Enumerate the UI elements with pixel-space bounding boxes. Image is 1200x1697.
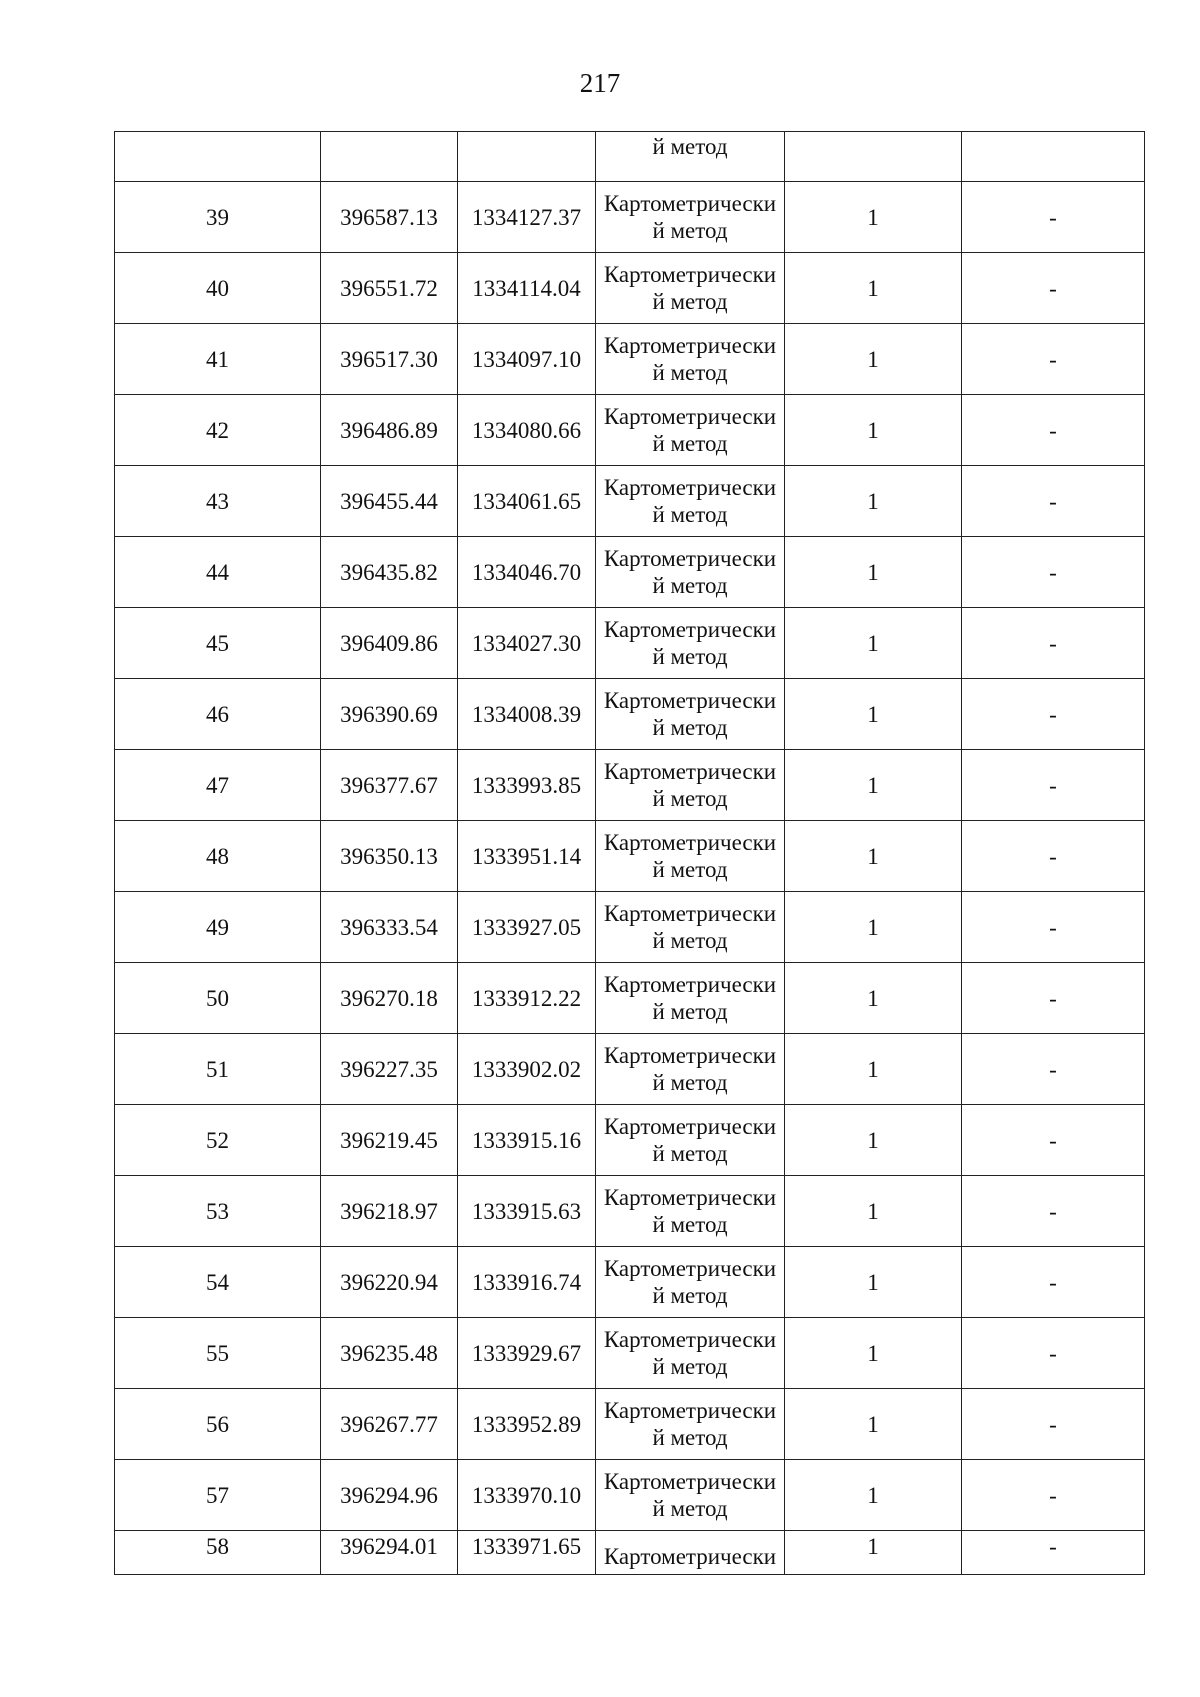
cell-x: 396409.86 bbox=[321, 608, 458, 679]
table-row bbox=[115, 324, 1145, 395]
table-row bbox=[115, 182, 1145, 253]
cell-x: 396219.45 bbox=[321, 1105, 458, 1176]
cell-method bbox=[596, 1247, 785, 1318]
cell-num: 58 bbox=[115, 1531, 321, 1575]
cell-y: 1334046.70 bbox=[458, 537, 596, 608]
cell-description: - bbox=[962, 963, 1145, 1034]
cell-num: 50 bbox=[115, 963, 321, 1034]
method-text: Картометрически й метод bbox=[603, 759, 777, 811]
cell-num: 53 bbox=[115, 1176, 321, 1247]
cell-x: 396350.13 bbox=[321, 821, 458, 892]
cell-accuracy: 1 bbox=[785, 679, 962, 750]
cell-y: 1334097.10 bbox=[458, 324, 596, 395]
cell-accuracy: 1 bbox=[785, 821, 962, 892]
cell-accuracy: 1 bbox=[785, 182, 962, 253]
cell-num: 45 bbox=[115, 608, 321, 679]
cell-num: 46 bbox=[115, 679, 321, 750]
cell-x: 396435.82 bbox=[321, 537, 458, 608]
cell-description: - bbox=[962, 1105, 1145, 1176]
method-text: Картометрически й метод bbox=[603, 1043, 777, 1095]
table-row bbox=[115, 1034, 1145, 1105]
cell-num: 47 bbox=[115, 750, 321, 821]
table-row bbox=[115, 395, 1145, 466]
cell-num: 40 bbox=[115, 253, 321, 324]
table-row bbox=[115, 821, 1145, 892]
cell-y: 1333916.74 bbox=[458, 1247, 596, 1318]
cell-x: 396294.96 bbox=[321, 1460, 458, 1531]
cell-description: - bbox=[962, 750, 1145, 821]
table-row bbox=[115, 253, 1145, 324]
cell-accuracy: 1 bbox=[785, 1318, 962, 1389]
table-row bbox=[115, 1247, 1145, 1318]
table-row bbox=[115, 892, 1145, 963]
cell-accuracy: 1 bbox=[785, 1531, 962, 1575]
cell-method bbox=[596, 821, 785, 892]
cell-accuracy: 1 bbox=[785, 892, 962, 963]
table-row bbox=[115, 466, 1145, 537]
table-row bbox=[115, 537, 1145, 608]
table-row bbox=[115, 608, 1145, 679]
method-text: Картометрически й метод bbox=[603, 1256, 777, 1308]
cell-x: 396377.67 bbox=[321, 750, 458, 821]
cell-y: 1334008.39 bbox=[458, 679, 596, 750]
method-text: Картометрически й метод bbox=[603, 475, 777, 527]
cell-method bbox=[596, 1034, 785, 1105]
cell-description: - bbox=[962, 253, 1145, 324]
cell-y bbox=[458, 132, 596, 182]
cell-accuracy bbox=[785, 132, 962, 182]
cell-y: 1334027.30 bbox=[458, 608, 596, 679]
table-row bbox=[115, 1460, 1145, 1531]
cell-method bbox=[596, 253, 785, 324]
cell-method bbox=[596, 750, 785, 821]
cell-method bbox=[596, 679, 785, 750]
cell-accuracy: 1 bbox=[785, 1389, 962, 1460]
cell-y: 1333915.16 bbox=[458, 1105, 596, 1176]
method-text: Картометрически й метод bbox=[603, 1327, 777, 1379]
cell-y: 1333952.89 bbox=[458, 1389, 596, 1460]
cell-y: 1333951.14 bbox=[458, 821, 596, 892]
cell-accuracy: 1 bbox=[785, 1247, 962, 1318]
cell-y: 1334061.65 bbox=[458, 466, 596, 537]
cell-accuracy: 1 bbox=[785, 466, 962, 537]
method-text: Картометрически bbox=[603, 1544, 777, 1569]
method-text: Картометрически й метод bbox=[603, 262, 777, 314]
cell-method bbox=[596, 1318, 785, 1389]
table-row bbox=[115, 1531, 1145, 1575]
cell-description: - bbox=[962, 1034, 1145, 1105]
cell-y: 1333993.85 bbox=[458, 750, 596, 821]
cell-method bbox=[596, 1176, 785, 1247]
cell-accuracy: 1 bbox=[785, 1176, 962, 1247]
table-body bbox=[115, 132, 1145, 1575]
cell-method bbox=[596, 324, 785, 395]
cell-y: 1334080.66 bbox=[458, 395, 596, 466]
cell-x: 396587.13 bbox=[321, 182, 458, 253]
cell-description: - bbox=[962, 1531, 1145, 1575]
cell-accuracy: 1 bbox=[785, 750, 962, 821]
table-row bbox=[115, 1318, 1145, 1389]
method-text: Картометрически й метод bbox=[603, 191, 777, 243]
method-text: Картометрически й метод bbox=[603, 1114, 777, 1166]
cell-num: 56 bbox=[115, 1389, 321, 1460]
cell-num: 55 bbox=[115, 1318, 321, 1389]
cell-accuracy: 1 bbox=[785, 253, 962, 324]
method-text: Картометрически й метод bbox=[603, 688, 777, 740]
cell-x: 396294.01 bbox=[321, 1531, 458, 1575]
cell-x: 396218.97 bbox=[321, 1176, 458, 1247]
table-row bbox=[115, 1105, 1145, 1176]
method-text: Картометрически й метод bbox=[603, 546, 777, 598]
cell-description: - bbox=[962, 821, 1145, 892]
table-row bbox=[115, 679, 1145, 750]
method-text: Картометрически й метод bbox=[603, 901, 777, 953]
cell-x: 396267.77 bbox=[321, 1389, 458, 1460]
cell-y: 1333915.63 bbox=[458, 1176, 596, 1247]
cell-x: 396486.89 bbox=[321, 395, 458, 466]
cell-method bbox=[596, 892, 785, 963]
cell-num: 54 bbox=[115, 1247, 321, 1318]
cell-y: 1334114.04 bbox=[458, 253, 596, 324]
cell-description: - bbox=[962, 1389, 1145, 1460]
cell-method bbox=[596, 963, 785, 1034]
cell-x: 396270.18 bbox=[321, 963, 458, 1034]
cell-description: - bbox=[962, 679, 1145, 750]
cell-num: 52 bbox=[115, 1105, 321, 1176]
cell-num: 51 bbox=[115, 1034, 321, 1105]
method-text: Картометрически й метод bbox=[603, 617, 777, 669]
cell-method bbox=[596, 182, 785, 253]
cell-x: 396235.48 bbox=[321, 1318, 458, 1389]
cell-accuracy: 1 bbox=[785, 395, 962, 466]
cell-x: 396333.54 bbox=[321, 892, 458, 963]
method-text: Картометрически й метод bbox=[603, 333, 777, 385]
cell-description bbox=[962, 132, 1145, 182]
cell-x bbox=[321, 132, 458, 182]
cell-method bbox=[596, 1460, 785, 1531]
cell-y: 1333902.02 bbox=[458, 1034, 596, 1105]
cell-x: 396390.69 bbox=[321, 679, 458, 750]
cell-description: - bbox=[962, 1318, 1145, 1389]
cell-description: - bbox=[962, 1247, 1145, 1318]
cell-method bbox=[596, 537, 785, 608]
cell-y: 1333970.10 bbox=[458, 1460, 596, 1531]
cell-accuracy: 1 bbox=[785, 1460, 962, 1531]
cell-description: - bbox=[962, 466, 1145, 537]
cell-x: 396517.30 bbox=[321, 324, 458, 395]
cell-description: - bbox=[962, 608, 1145, 679]
method-text: Картометрически й метод bbox=[603, 972, 777, 1024]
cell-num: 48 bbox=[115, 821, 321, 892]
cell-y: 1334127.37 bbox=[458, 182, 596, 253]
cell-x: 396551.72 bbox=[321, 253, 458, 324]
cell-accuracy: 1 bbox=[785, 608, 962, 679]
method-text: Картометрически й метод bbox=[603, 1469, 777, 1521]
cell-accuracy: 1 bbox=[785, 537, 962, 608]
cell-description: - bbox=[962, 892, 1145, 963]
cell-y: 1333927.05 bbox=[458, 892, 596, 963]
coordinates-table bbox=[114, 131, 1145, 1575]
cell-method bbox=[596, 466, 785, 537]
cell-method bbox=[596, 1105, 785, 1176]
cell-method bbox=[596, 1389, 785, 1460]
cell-description: - bbox=[962, 1176, 1145, 1247]
cell-x: 396455.44 bbox=[321, 466, 458, 537]
cell-method bbox=[596, 608, 785, 679]
table-row bbox=[115, 963, 1145, 1034]
method-text: Картометрически й метод bbox=[603, 830, 777, 882]
cell-method bbox=[596, 1531, 785, 1575]
cell-description: - bbox=[962, 182, 1145, 253]
cell-description: - bbox=[962, 395, 1145, 466]
cell-y: 1333971.65 bbox=[458, 1531, 596, 1575]
method-text: й метод bbox=[652, 134, 728, 159]
cell-num: 41 bbox=[115, 324, 321, 395]
cell-description: - bbox=[962, 1460, 1145, 1531]
cell-method bbox=[596, 132, 785, 182]
cell-accuracy: 1 bbox=[785, 324, 962, 395]
cell-num: 42 bbox=[115, 395, 321, 466]
cell-description: - bbox=[962, 537, 1145, 608]
cell-accuracy: 1 bbox=[785, 963, 962, 1034]
method-text: Картометрически й метод bbox=[603, 404, 777, 456]
cell-accuracy: 1 bbox=[785, 1034, 962, 1105]
method-text: Картометрически й метод bbox=[603, 1185, 777, 1237]
cell-y: 1333929.67 bbox=[458, 1318, 596, 1389]
cell-x: 396220.94 bbox=[321, 1247, 458, 1318]
cell-description: - bbox=[962, 324, 1145, 395]
cell-y: 1333912.22 bbox=[458, 963, 596, 1034]
cell-num: 43 bbox=[115, 466, 321, 537]
table-row bbox=[115, 1176, 1145, 1247]
cell-method bbox=[596, 395, 785, 466]
page-number: 217 bbox=[579, 68, 621, 98]
cell-x: 396227.35 bbox=[321, 1034, 458, 1105]
cell-num: 44 bbox=[115, 537, 321, 608]
cell-num: 49 bbox=[115, 892, 321, 963]
cell-num: 57 bbox=[115, 1460, 321, 1531]
table-row bbox=[115, 1389, 1145, 1460]
method-text: Картометрически й метод bbox=[603, 1398, 777, 1450]
cell-num bbox=[115, 132, 321, 182]
cell-num: 39 bbox=[115, 182, 321, 253]
table-row bbox=[115, 750, 1145, 821]
carry-over-row bbox=[115, 132, 1145, 182]
cell-accuracy: 1 bbox=[785, 1105, 962, 1176]
